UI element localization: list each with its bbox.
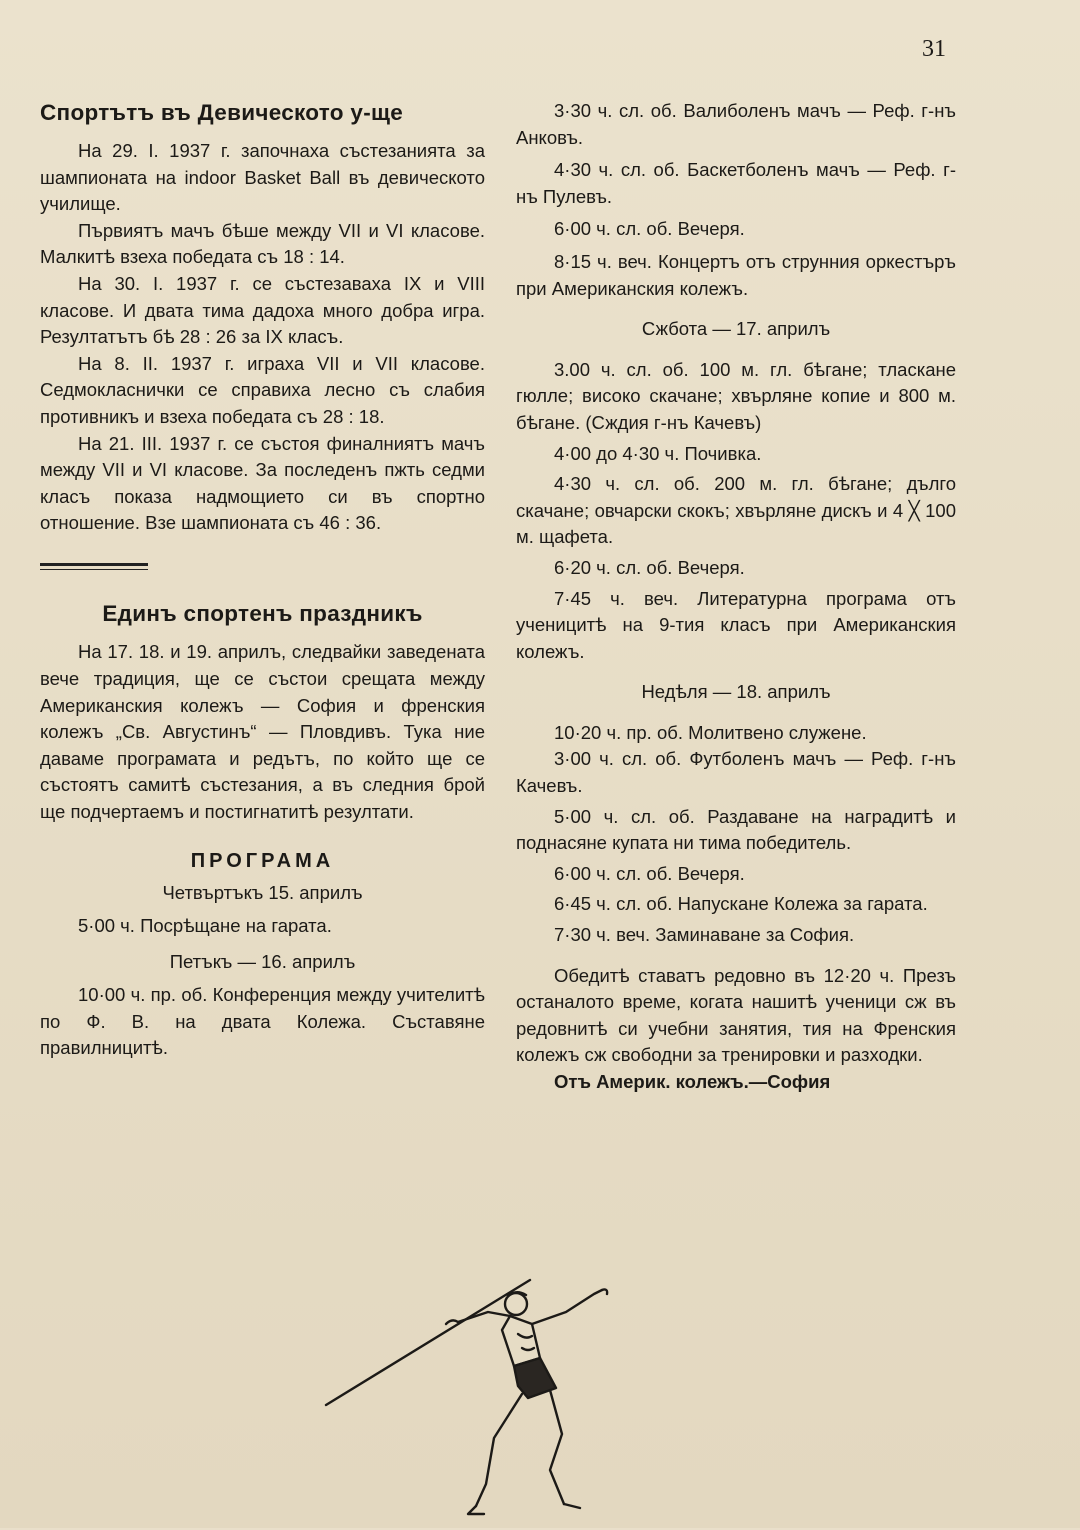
schedule-item: 6·00 ч. сл. об. Вечеря.: [554, 218, 745, 240]
day-heading-thursday: Четвъртъкъ 15. априлъ: [162, 882, 363, 904]
schedule-item: 3·30 ч. сл. об. Валиболенъ мачъ — Реф. г-нъ Анковъ.: [516, 100, 956, 148]
day-heading-sunday: Недѣля — 18. априлъ: [641, 681, 831, 703]
schedule-item: 4·30 ч. сл. об. Баскетболенъ мачъ — Реф. г-нъ Пулевъ.: [516, 159, 956, 207]
paragraph: На 21. III. 1937 г. се състоя финалниятъ мачъ между VII и VI класове. За последенъ пжть седми класъ показа надмощието си въ спортно отношение. Взе шампионата съ 46 : 36.: [40, 432, 485, 534]
schedule-item: 7·30 ч. веч. Заминаване за София.: [554, 924, 855, 946]
paragraph: На 30. I. 1937 г. се състезаваха IX и VIII класове. И двата тима дадоха много добра игра. Резултатътъ бѣ 28 : 26 за IX класъ.: [40, 272, 485, 348]
article-title-girls-school-sport: Спортътъ въ Девическото у-ще: [40, 100, 404, 125]
schedule-item: 10·20 ч. пр. об. Молитвено служене.: [554, 721, 867, 743]
paragraph: Първиятъ мачъ бѣше между VII и VI класове. Малкитѣ взеха победата съ 18 : 14.: [40, 219, 485, 268]
schedule-item: 5·00 ч. сл. об. Раздаване на наградитѣ и поднасяне купата ни тима победитель.: [516, 805, 956, 854]
schedule-item: 7·45 ч. веч. Литературна програма отъ ученицитѣ на 9-тия класъ при Американския колежъ.: [516, 587, 956, 662]
schedule-item: 3·00 ч. сл. об. Футболенъ мачъ — Реф. г-нъ Качевъ.: [516, 748, 956, 797]
section-divider: [40, 563, 148, 571]
paragraph: На 8. II. 1937 г. играха VII и VII класове. Седмокласнички се справиха лесно съ слабия противникъ и взеха победата съ 28 : 18.: [40, 352, 485, 427]
paragraph: На 17. 18. и 19. априлъ, следвайки заведената вече традиция, ще се състои срещата между Американския колежъ — София и френския колежъ „Св. Августинъ“ — Пловдивъ. Тука ние даваме програмата и редътъ, по който ще се състоятъ самитѣ състезания, а въ следния брой ще подчертаемъ и постигнатитѣ резултати.: [40, 641, 485, 822]
schedule-item: 4·30 ч. сл. об. 200 м. гл. бѣгане; дълго скачане; овчарски скокъ; хвърляне дискъ и 4 ╳ 100 м. щафета.: [516, 473, 956, 548]
schedule-item: 10·00 ч. пр. об. Конференция между учителитѣ по Ф. В. на двата Колежа. Съставяне правилницитѣ.: [40, 983, 485, 1059]
day-heading-saturday: Сжбота — 17. априлъ: [641, 318, 831, 340]
paragraph: На 29. I. 1937 г. започнаха състезанията за шампионата на indoor Basket Ball въ девическото училище.: [40, 140, 485, 215]
schedule-item: 6·20 ч. сл. об. Вечеря.: [554, 556, 745, 578]
program-heading: ПРОГРАМА: [190, 849, 335, 872]
schedule-item: 8·15 ч. веч. Концертъ отъ струнния оркестъръ при Американския колежъ.: [516, 250, 956, 299]
schedule-item: 6·00 ч. сл. об. Вечеря.: [554, 862, 745, 884]
schedule-item: 3.00 ч. сл. об. 100 м. гл. бѣгане; тласкане гюлле; високо скачане; хвърляне копие и 800 м. бѣгане. (Сждия г-нъ Качевъ): [516, 358, 956, 433]
schedule-item: 4·00 до 4·30 ч. Почивка.: [554, 442, 762, 464]
right-column: [516, 98, 956, 1096]
javelin-thrower-icon: [318, 1270, 638, 1530]
day-heading-friday: Петъкъ — 16. априлъ: [169, 951, 356, 973]
closing-paragraph: Обедитѣ ставатъ редовно въ 12·20 ч. Презъ останалото време, когата нашитѣ ученици сж въ редовнитѣ си учебни занятия, тия на Френския колежъ сж свободни за тренировки и разходки.: [516, 964, 956, 1066]
signature: Отъ Америк. колежъ.—София: [554, 1071, 831, 1092]
left-column: [40, 98, 485, 1062]
article-title-sports-festival: Единъ спортенъ праздникъ: [102, 601, 423, 627]
schedule-item: 6·45 ч. сл. об. Напускане Колежа за гарата.: [554, 893, 928, 915]
page-number: 31: [922, 36, 946, 62]
schedule-item: 5·00 ч. Посрѣщане на гарата.: [78, 914, 332, 936]
